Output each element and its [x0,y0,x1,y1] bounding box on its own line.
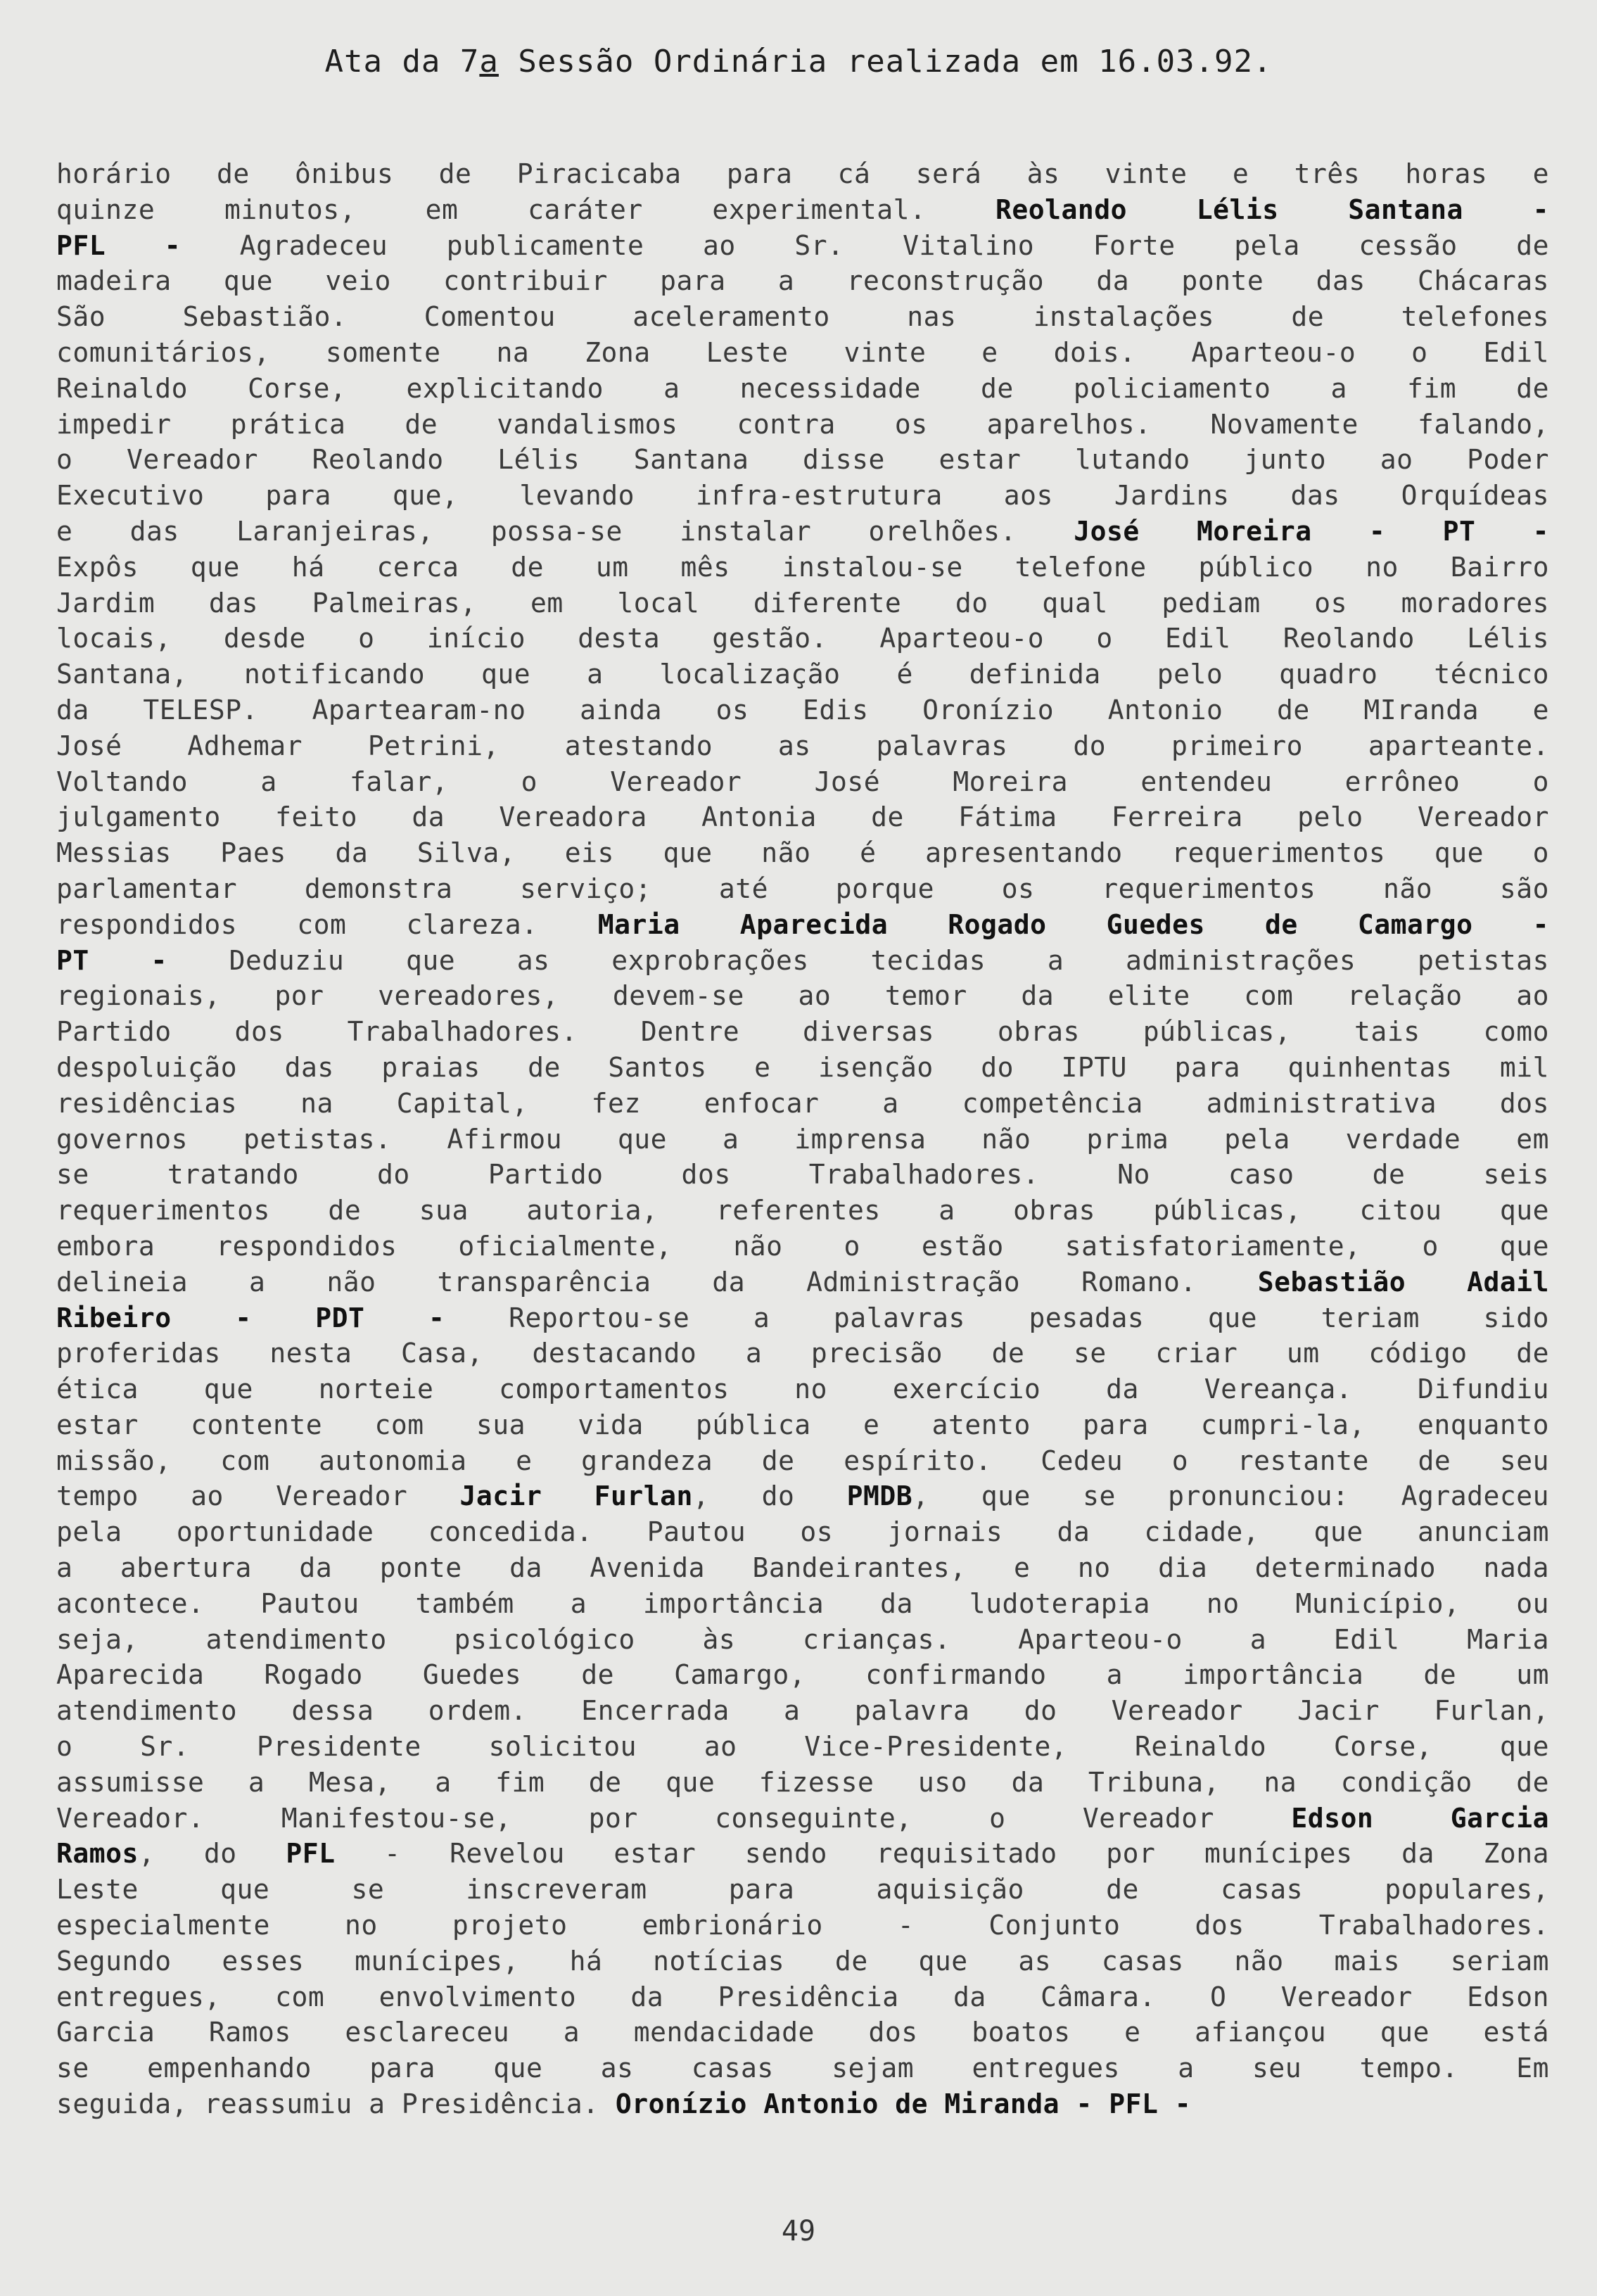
text-line [56,1836,1549,1872]
text-line [56,871,1549,907]
text-segment: Executivo para que, levando infra-estrutura aos Jardins das Orquídeas [56,480,1549,512]
text-line [56,1550,1549,1586]
text-line [56,1300,1549,1336]
text-line [56,550,1549,585]
text-segment: embora respondidos oficialmente, não o estão satisfatoriamente, o que [56,1230,1549,1262]
text-segment: Leste que se inscreveram para aquisição de casas populares, [56,1874,1549,1905]
text-segment: entregues, com envolvimento da Presidência da Câmara. O Vereador Edson [56,1981,1549,2012]
text-segment: parlamentar demonstra serviço; até porque os requerimentos não são [56,873,1549,904]
text-line [56,335,1549,371]
header-title-after: Sessão Ordinária realizada em 16.03.92. [498,44,1273,80]
page-number: 49 [781,2215,816,2247]
text-line [56,2050,1549,2086]
text-line [56,1943,1549,1979]
text-segment: Deduziu que as exprobrações tecidas a administrações petistas [167,944,1549,976]
text-line [56,585,1549,621]
text-line [56,1193,1549,1229]
text-line [56,1693,1549,1729]
text-segment: Expôs que há cerca de um mês instalou-se telefone público no Bairro [56,551,1549,583]
text-segment: tempo ao Vereador [56,1480,460,1512]
bold-speaker-segment: Maria Aparecida Rogado Guedes de Camargo - [597,908,1549,940]
text-segment: Partido dos Trabalhadores. Dentre diversas obras públicas, tais como [56,1016,1549,1048]
text-line [56,835,1549,871]
text-segment: e das Laranjeiras, possa-se instalar orelhões. [56,515,1074,547]
text-line [56,1371,1549,1407]
bold-speaker-segment: Oronízio Antonio de Miranda - PFL - [615,2088,1192,2120]
text-segment: Voltando a falar, o Vereador José Moreira entendeu errôneo o [56,766,1549,797]
text-line [56,478,1549,514]
text-segment: a abertura da ponte da Avenida Bandeirantes, e no dia determinado nada [56,1552,1549,1584]
text-segment: comunitários, somente na Zona Leste vinte e dois. Aparteou-o o Edil [56,336,1549,368]
text-segment: Garcia Ramos esclareceu a mendacidade dos boatos e afiançou que está [56,2017,1549,2048]
text-segment: despoluição das praias de Santos e isenção do IPTU para quinhentas mil [56,1051,1549,1083]
bold-speaker-segment: José Moreira - PT - [1074,515,1549,547]
text-line [56,1443,1549,1479]
text-segment: Santana, notificando que a localização é definida pelo quadro técnico [56,659,1549,690]
text-segment: ética que norteie comportamentos no exercício da Vereança. Difundiu [56,1374,1549,1405]
text-segment: Messias Paes da Silva, eis que não é apresentando requerimentos que o [56,837,1549,869]
text-line [56,1729,1549,1765]
text-segment: Jardim das Palmeiras, em local diferente do qual pediam os moradores [56,587,1549,619]
text-segment: julgamento feito da Vereadora Antonia de Fátima Ferreira pelo Vereador [56,801,1549,833]
text-line [56,2015,1549,2050]
text-segment: Vereador. Manifestou-se, por conseguinte, o Vereador [56,1802,1292,1834]
text-line [56,156,1549,192]
bold-speaker-segment: PFL [286,1838,336,1870]
text-segment: Segundo esses munícipes, há notícias de que as casas não mais seriam [56,1945,1549,1977]
text-segment: se empenhando para que as casas sejam entregues a seu tempo. Em [56,2053,1549,2084]
text-segment: atendimento dessa ordem. Encerrada a palavra do Vereador Jacir Furlan, [56,1695,1549,1727]
text-segment: o Vereador Reolando Lélis Santana disse estar lutando junto ao Poder [56,444,1549,476]
text-line [56,1622,1549,1658]
text-line [56,1765,1549,1801]
text-segment: proferidas nesta Casa, destacando a precisão de se criar um código de [56,1338,1549,1369]
text-segment: , do [138,1838,286,1870]
text-line [56,799,1549,835]
text-segment: pela oportunidade concedida. Pautou os jornais da cidade, que anunciam [56,1516,1549,1548]
text-segment: Agradeceu publicamente ao Sr. Vitalino Forte pela cessão de [181,229,1549,261]
text-segment: locais, desde o início desta gestão. Aparteou-o o Edil Reolando Lélis [56,623,1549,654]
text-line [56,692,1549,728]
bold-speaker-segment: PFL - [56,229,182,261]
text-segment: quinze minutos, em caráter experimental. [56,194,996,225]
text-line [56,978,1549,1014]
text-line [56,1086,1549,1122]
text-line [56,1157,1549,1193]
minutes-body [56,156,1549,2122]
text-line [56,764,1549,800]
text-segment: Aparecida Rogado Guedes de Camargo, confirmando a importância de um [56,1659,1549,1691]
text-line [56,728,1549,764]
text-line [56,1014,1549,1050]
text-line [56,657,1549,692]
text-line [56,1264,1549,1300]
text-line [56,1872,1549,1908]
text-line [56,371,1549,407]
text-segment: acontece. Pautou também a importância da ludoterapia no Município, ou [56,1587,1549,1619]
text-line [56,407,1549,443]
text-segment: residências na Capital, fez enfocar a competência administrativa dos [56,1087,1549,1119]
text-segment: delineia a não transparência da Administração Romano. [56,1266,1258,1298]
text-line [56,907,1549,943]
bold-speaker-segment: Jacir Furlan [459,1480,693,1512]
text-segment: da TELESP. Apartearam-no ainda os Edis Oronízio Antonio de MIranda e [56,694,1549,725]
text-segment: , do [692,1480,847,1512]
text-line [56,1908,1549,1943]
text-line [56,228,1549,264]
bold-speaker-segment: Ribeiro - PDT - [56,1302,445,1333]
bold-speaker-segment: Sebastião Adail [1257,1266,1549,1298]
text-line [56,1050,1549,1086]
text-segment: respondidos com clareza. [56,908,598,940]
text-segment: estar contente com sua vida pública e atento para cumpri-la, enquanto [56,1409,1549,1440]
header-title-before: Ata da 7 [324,44,480,80]
bold-speaker-segment: PT - [56,944,167,976]
text-line [56,442,1549,478]
text-segment: , que se pronunciou: Agradeceu [912,1480,1549,1512]
text-line [56,263,1549,299]
text-segment: especialmente no projeto embrionário - Conjunto dos Trabalhadores. [56,1910,1549,1941]
text-segment: - Revelou estar sendo requisitado por munícipes da Zona [335,1838,1549,1870]
text-segment: Reinaldo Corse, explicitando a necessidade de policiamento a fim de [56,372,1549,404]
text-line [56,1586,1549,1622]
text-line [56,1336,1549,1371]
text-segment: Reportou-se a palavras pesadas que teriam sido [445,1302,1549,1333]
text-line [56,299,1549,335]
text-line [56,1657,1549,1693]
header-title-sup: a [479,44,499,80]
text-line [56,1122,1549,1157]
text-segment: requerimentos de sua autoria, referentes a obras públicas, citou que [56,1195,1549,1226]
text-segment: seguida, reassumiu a Presidência. [56,2088,616,2120]
page-header [0,44,1597,80]
text-line [56,514,1549,550]
text-segment: madeira que veio contribuir para a reconstrução da ponte das Chácaras [56,265,1549,297]
bold-speaker-segment: Edson Garcia [1291,1802,1549,1834]
text-line [56,1514,1549,1550]
text-segment: impedir prática de vandalismos contra os aparelhos. Novamente falando, [56,408,1549,440]
text-line [56,1801,1549,1837]
text-line [56,192,1549,228]
text-line [56,1229,1549,1264]
text-segment: se tratando do Partido dos Trabalhadores. No caso de seis [56,1159,1549,1191]
bold-speaker-segment: PMDB [846,1480,913,1512]
text-line [56,2086,1549,2122]
text-segment: assumisse a Mesa, a fim de que fizesse uso da Tribuna, na condição de [56,1766,1549,1798]
text-segment: o Sr. Presidente solicitou ao Vice-Presidente, Reinaldo Corse, que [56,1731,1549,1763]
text-segment: regionais, por vereadores, devem-se ao temor da elite com relação ao [56,980,1549,1012]
text-line [56,943,1549,979]
bold-speaker-segment: Ramos [56,1838,139,1870]
text-segment: governos petistas. Afirmou que a imprensa não prima pela verdade em [56,1123,1549,1155]
text-segment: São Sebastião. Comentou aceleramento nas instalações de telefones [56,301,1549,333]
text-line [56,621,1549,657]
text-line [56,1478,1549,1514]
text-line [56,1979,1549,2015]
text-segment: seja, atendimento psicológico às crianças. Aparteou-o a Edil Maria [56,1623,1549,1655]
text-segment: José Adhemar Petrini, atestando as palavras do primeiro aparteante. [56,730,1549,761]
text-segment: horário de ônibus de Piracicaba para cá será às vinte e três horas e [56,158,1549,189]
text-segment: missão, com autonomia e grandeza de espírito. Cedeu o restante de seu [56,1445,1549,1476]
bold-speaker-segment: Reolando Lélis Santana - [995,194,1549,225]
text-line [56,1407,1549,1443]
